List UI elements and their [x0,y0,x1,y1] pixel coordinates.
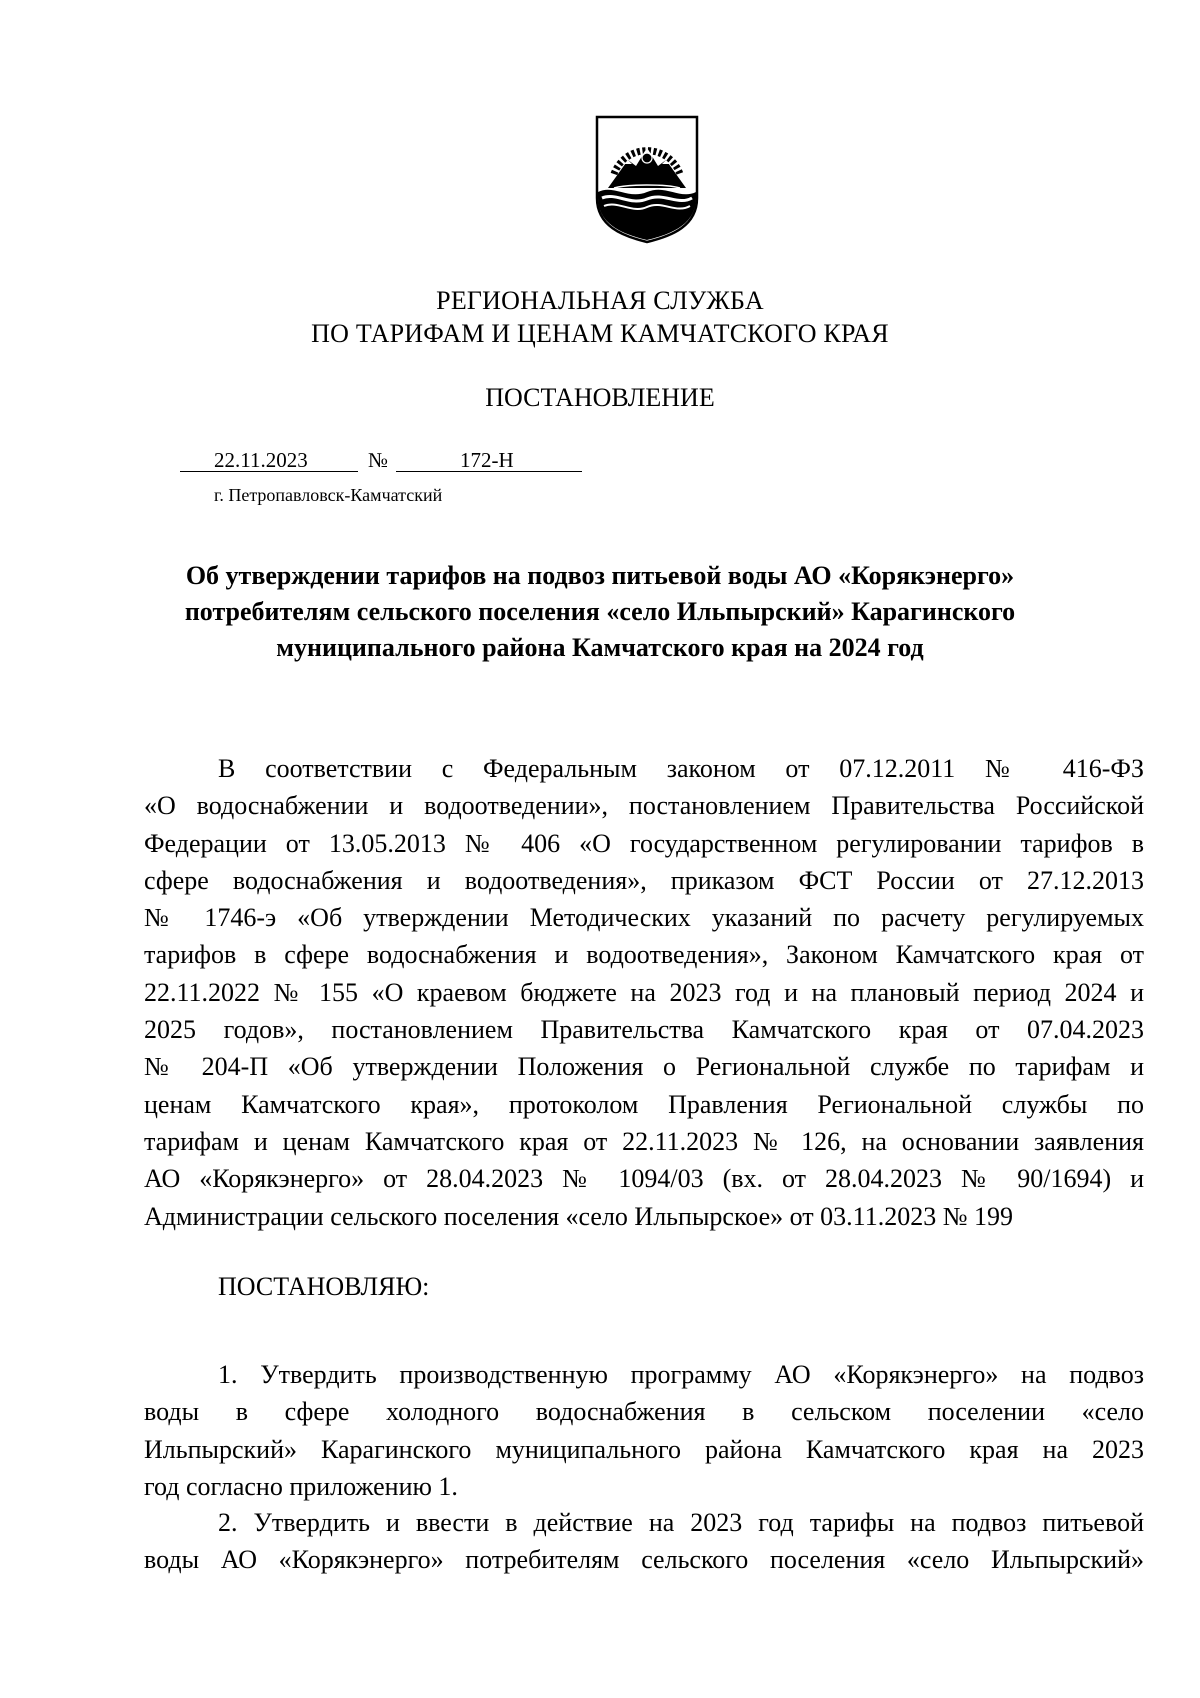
organization-name-line-1: РЕГИОНАЛЬНАЯ СЛУЖБА [436,286,764,315]
text-line: год согласно приложению 1. [144,1471,458,1501]
text-line: Ильпырский» Карагинского муниципального района Камчатского края на 2023 [144,1434,1144,1464]
city-name: г. Петропавловск-Камчатский [214,485,443,505]
organization-name-line-2: ПО ТАРИФАМ И ЦЕНАМ КАМЧАТСКОГО КРАЯ [311,319,889,348]
title-line: Об утверждении тарифов на подвоз питьевой воды АО «Корякэнерго» [185,561,1015,590]
document-number: 172-Н [460,448,514,472]
title-line: муниципального района Камчатского края на 2024 год [276,633,924,662]
text-line: 2. Утвердить и ввести в действие на 2023 год тарифы на подвоз питьевой [218,1508,1144,1537]
document-title [150,558,1050,666]
text-line: сфере водоснабжения и водоотведения», приказом ФСТ России от 27.12.2013 [144,865,1144,895]
text-line: тарифов в сфере водоснабжения и водоотведения», Законом Камчатского края от [144,940,1144,970]
text-line: Администрации сельского поселения «село Ильпырское» от 03.11.2023 № 199 [144,1201,1013,1231]
text-line: ценам Камчатского края», протоколом Правления Региональной службы по [144,1089,1144,1119]
text-line: тарифам и ценам Камчатского края от 22.11.2023 № 126, на основании заявления [144,1126,1144,1156]
title-line: потребителям сельского поселения «село Ильпырский» Карагинского [184,597,1016,626]
resolve-heading: ПОСТАНОВЛЯЮ: [218,1272,430,1301]
number-underline [396,471,582,472]
text-line: воды АО «Корякэнерго» потребителям сельского поселения «село Ильпырский» [144,1545,1144,1575]
text-line: воды в сфере холодного водоснабжения в сельском поселении «село [144,1397,1144,1427]
document-type: ПОСТАНОВЛЕНИЕ [485,383,715,412]
text-line: № 1746-э «Об утверждении Методических указаний по расчету регулируемых [144,903,1144,933]
text-line: 1. Утвердить производственную программу АО «Корякэнерго» на подвоз [218,1360,1144,1389]
item-1-paragraph [144,1356,1144,1505]
text-line: «О водоснабжении и водоотведении», постановлением Правительства Российской [144,791,1144,821]
kamchatka-coat-of-arms-icon [594,114,700,244]
document-date: 22.11.2023 [214,448,308,472]
number-sign: № [368,448,389,472]
text-line: № 204-П «Об утверждении Положения о Региональной службе по тарифам и [144,1052,1144,1082]
date-underline [180,471,358,472]
text-line: АО «Корякэнерго» от 28.04.2023 № 1094/03 (вх. от 28.04.2023 № 90/1694) и [144,1164,1144,1194]
item-2-paragraph [144,1504,1144,1579]
text-line: В соответствии с Федеральным законом от 07.12.2011 № 416-ФЗ [218,754,1144,783]
text-line: 2025 годов», постановлением Правительства Камчатского края от 07.04.2023 [144,1015,1144,1045]
text-line: 22.11.2022 № 155 «О краевом бюджете на 2023 год и на плановый период 2024 и [144,977,1144,1007]
preamble-paragraph [144,750,1144,1235]
text-line: Федерации от 13.05.2013 № 406 «О государственном регулировании тарифов в [144,828,1144,858]
